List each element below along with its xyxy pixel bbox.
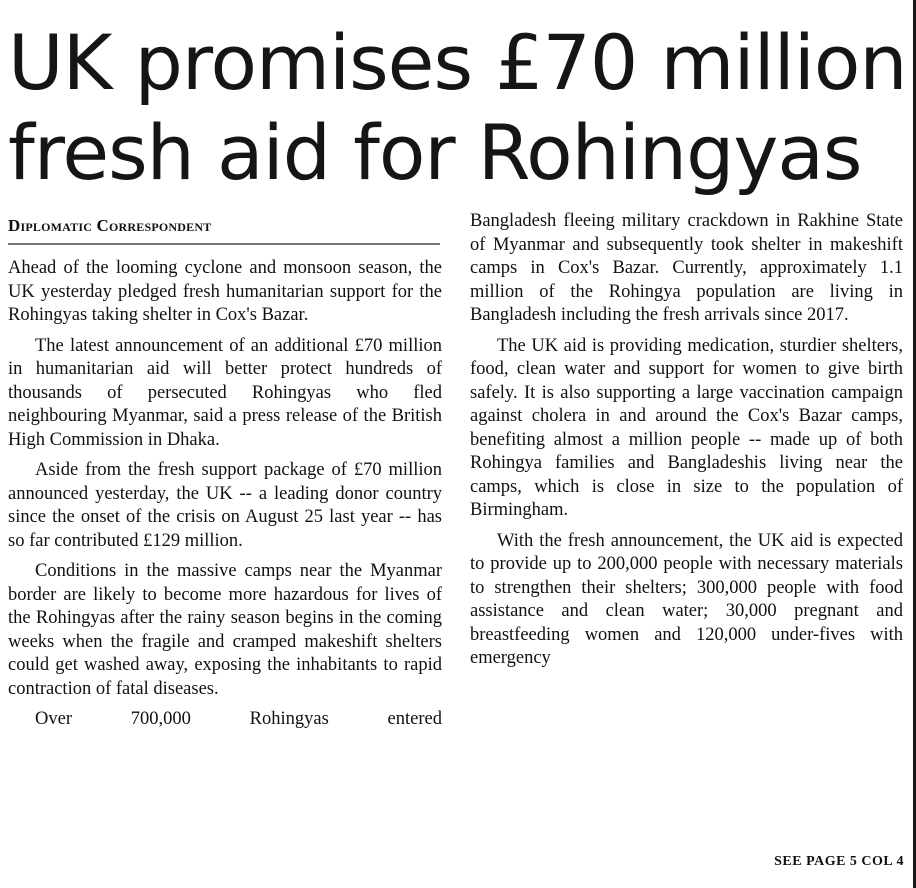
paragraph: Aside from the fresh support package of £70 million announced yesterday, the UK -- a leading donor country since the onset of the crisis on August 25 last year -- has so far contributed £129 million.	[8, 460, 442, 551]
headline-line-1: UK promises £70 million	[8, 18, 907, 107]
byline-divider	[8, 243, 440, 245]
headline-line-2: fresh aid for Rohingyas	[8, 108, 862, 197]
paragraph: Conditions in the massive camps near the Myanmar border are likely to become more hazardous for lives of the Rohingyas after the rainy season begins in the coming weeks when the fragile and cramped makeshift shelters could get washed away, exposing the inhabitants to rapid contraction of fatal diseases.	[8, 561, 442, 699]
continuation-note: SEE PAGE 5 COL 4	[774, 854, 904, 869]
headline	[8, 18, 908, 198]
paragraph: The latest announcement of an additional £70 million in humanitarian aid will better protect hundreds of thousands of persecuted Rohingyas who fled neighbouring Myanmar, said a press release of the British High Commission in Dhaka.	[8, 335, 442, 450]
paragraph: With the fresh announcement, the UK aid is expected to provide up to 200,000 people with necessary materials to strengthen their shelters; 300,000 people with food assistance and clean water; 30,000 pregnant and breastfeeding women and 120,000 under-fives with emergency	[470, 530, 903, 668]
paragraph: Ahead of the looming cyclone and monsoon season, the UK yesterday pledged fresh humanitarian support for the Rohingyas taking shelter in Cox's Bazar.	[8, 258, 442, 325]
article-column-left	[8, 257, 442, 732]
article-column-right	[470, 210, 903, 671]
byline: Diplomatic Correspondent	[8, 216, 212, 235]
paragraph: Bangladesh fleeing military crackdown in Rakhine State of Myanmar and subsequently took shelter in makeshift camps in Cox's Bazar. Currently, approximately 1.1 million of the Rohingya population are living in Bangladesh including the fresh arrivals since 2017.	[470, 211, 903, 325]
paragraph: The UK aid is providing medication, sturdier shelters, food, clean water and support for women to give birth safely. It is also supporting a large vaccination campaign against cholera in and around the Cox's Bazar camps, benefiting almost a million people -- made up of both Rohingya families and Bangladeshis living near the camps, which is close in size to the population of Birmingham.	[470, 335, 903, 520]
paragraph: Over 700,000 Rohingyas entered	[35, 709, 442, 729]
